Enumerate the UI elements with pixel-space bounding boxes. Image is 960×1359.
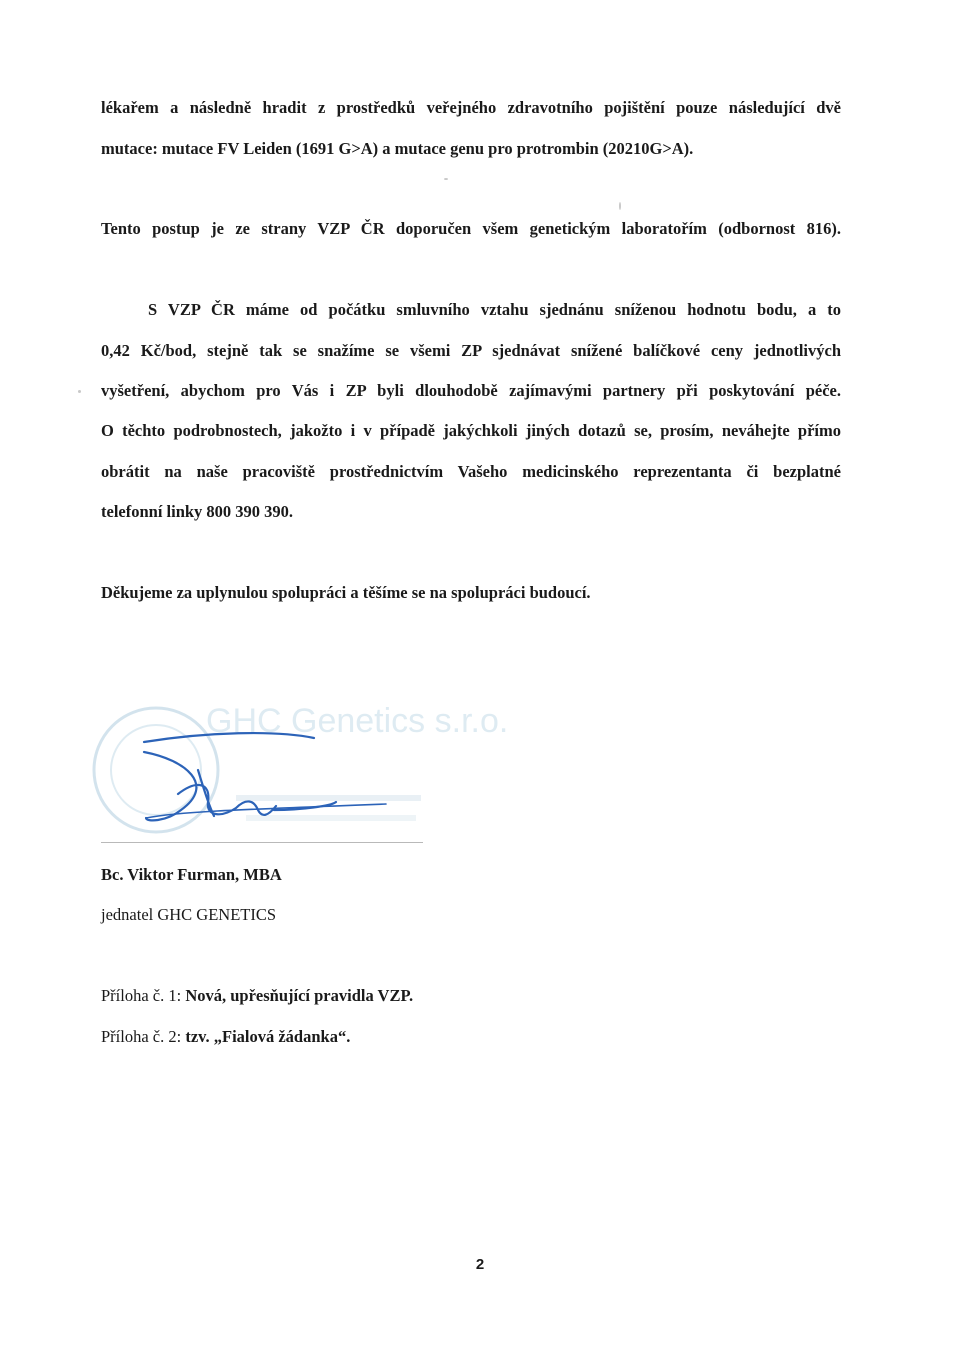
paragraph-line-5: 0,42 Kč/bod, stejně tak se snažíme se všemi ZP sjednávat snížené balíčkové ceny jednotlivých [101, 341, 841, 360]
scan-speck [619, 202, 621, 210]
paragraph-line-4: S VZP ČR máme od počátku smluvního vztahu sjednánu sníženou hodnotu bodu, a to [148, 300, 841, 319]
stamp-text: GHC Genetics s.r.o. [206, 702, 509, 740]
thanks-line: Děkujeme za uplynulou spolupráci a těšíme se na spolupráci budoucí. [101, 583, 591, 602]
paragraph-line-6: vyšetření, abychom pro Vás i ZP byli dlouhodobě zajímavými partnery při poskytování péče. [101, 381, 841, 400]
signatory-name: Bc. Viktor Furman, MBA [101, 865, 282, 884]
paragraph-line-7: O těchto podrobnostech, jakožto i v případě jakýchkoli jiných dotazů se, prosím, neváhejte přímo [101, 421, 841, 440]
attachment-2 [101, 1027, 350, 1047]
signature-rule [101, 842, 423, 843]
company-stamp-signature [86, 690, 509, 850]
scan-speck [78, 390, 81, 393]
signatory-role: jednatel GHC GENETICS [101, 905, 277, 924]
paragraph-line-2: mutace: mutace FV Leiden (1691 G>A) a mutace genu pro protrombin (20210G>A). [101, 139, 694, 158]
stamp-seal [94, 708, 218, 832]
paragraph-line-8: obrátit na naše pracoviště prostřednictvím Vašeho medicinského reprezentanta či bezplatné [101, 462, 841, 481]
paragraph-line-9: telefonní linky 800 390 390. [101, 502, 294, 521]
page-number: 2 [475, 1256, 485, 1273]
scan-speck [444, 178, 448, 180]
paragraph-line-1: lékařem a následně hradit z prostředků veřejného zdravotního pojištění pouze následující dvě [101, 98, 841, 117]
attachment-1 [101, 986, 413, 1006]
paragraph-line-3: Tento postup je ze strany VZP ČR doporučen všem genetickým laboratořím (odbornost 816). [101, 219, 841, 238]
attachment-1-label: Příloha č. 1: [101, 986, 182, 1005]
attachment-2-title: tzv. „Fialová žádanka“. [185, 1027, 351, 1046]
attachment-2-label: Příloha č. 2: [101, 1027, 182, 1046]
attachment-1-title: Nová, upřesňující pravidla VZP. [185, 986, 414, 1005]
